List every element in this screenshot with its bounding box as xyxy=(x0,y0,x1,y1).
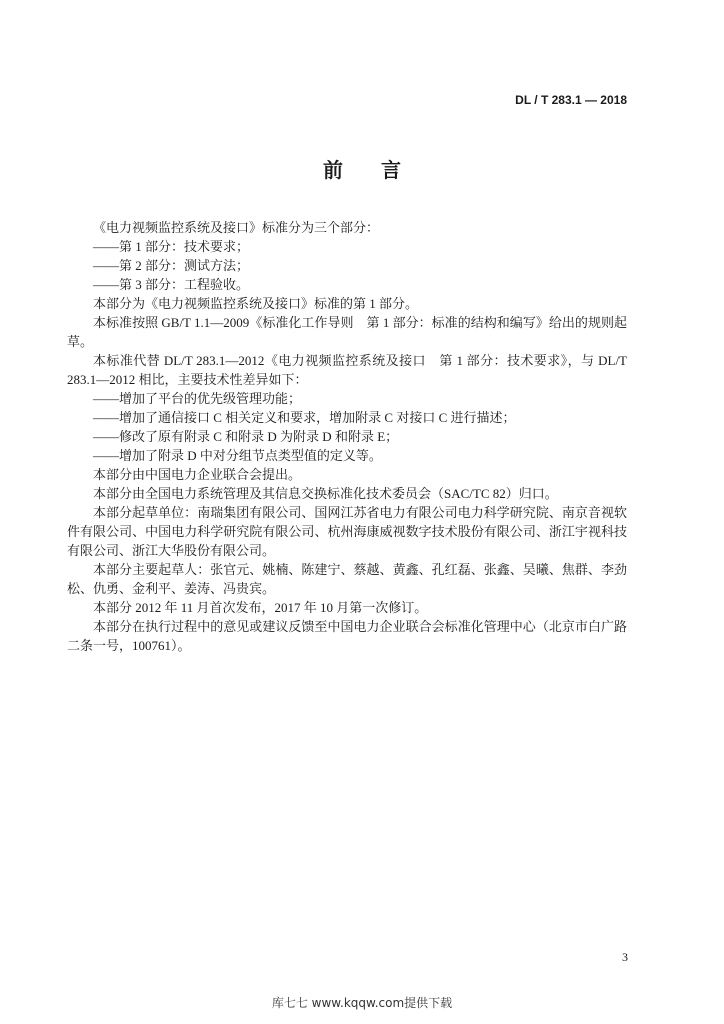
part-list-item: ——第 1 部分：技术要求； xyxy=(93,239,250,254)
change-list-item: ——增加了附录 D 中对分组节点类型值的定义等。 xyxy=(93,448,382,463)
foreword-body xyxy=(67,218,627,655)
page-title: 前言 xyxy=(323,158,439,182)
part-list-item: ——第 3 部分：工程验收。 xyxy=(93,277,250,292)
scope-paragraph: 本部分为《电力视频监控系统及接口》标准的第 1 部分。 xyxy=(93,296,419,311)
feedback-paragraph: 本部分在执行过程中的意见或建议反馈至中国电力企业联合会标准化管理中心（北京市白广路二条一号，100761）。 xyxy=(67,619,627,653)
drafting-rules-paragraph: 本标准按照 GB/T 1.1—2009《标准化工作导则 第 1 部分：标准的结构和编写》给出的规则起草。 xyxy=(67,315,627,349)
change-list-item: ——增加了通信接口 C 相关定义和要求，增加附录 C 对接口 C 进行描述； xyxy=(93,410,516,425)
change-list-item: ——增加了平台的优先级管理功能； xyxy=(93,391,302,406)
page-number: 3 xyxy=(622,950,628,964)
replacement-paragraph: 本标准代替 DL/T 283.1—2012《电力视频监控系统及接口 第 1 部分：技术要求》，与 DL/T 283.1—2012 相比，主要技术性差异如下： xyxy=(67,353,627,387)
release-history-paragraph: 本部分 2012 年 11 月首次发布，2017 年 10 月第一次修订。 xyxy=(93,600,428,615)
proposer-paragraph: 本部分由中国电力企业联合会提出。 xyxy=(93,467,302,482)
committee-paragraph: 本部分由全国电力系统管理及其信息交换标准化技术委员会（SAC/TC 82）归口。 xyxy=(93,486,558,501)
drafters-paragraph: 本部分主要起草人：张官元、姚楠、陈建宁、蔡越、黄鑫、孔红磊、张鑫、吴曦、焦群、李劲松、仇勇、金利平、姜涛、冯贵宾。 xyxy=(67,562,627,596)
part-list-item: ——第 2 部分：测试方法； xyxy=(93,258,250,273)
drafting-units-paragraph: 本部分起草单位：南瑞集团有限公司、国网江苏省电力有限公司电力科学研究院、南京音视软件有限公司、中国电力科学研究院有限公司、杭州海康威视数字技术股份有限公司、浙江宇视科技有限公司、浙江大华股份有限公司。 xyxy=(67,505,627,558)
document-code: DL / T 283.1 — 2018 xyxy=(515,93,627,107)
change-list-item: ——修改了原有附录 C 和附录 D 为附录 D 和附录 E； xyxy=(93,429,399,444)
parts-intro-paragraph: 《电力视频监控系统及接口》标准分为三个部分： xyxy=(93,220,380,235)
download-watermark: 库七七 www.kqqw.com提供下载 xyxy=(271,996,453,1010)
